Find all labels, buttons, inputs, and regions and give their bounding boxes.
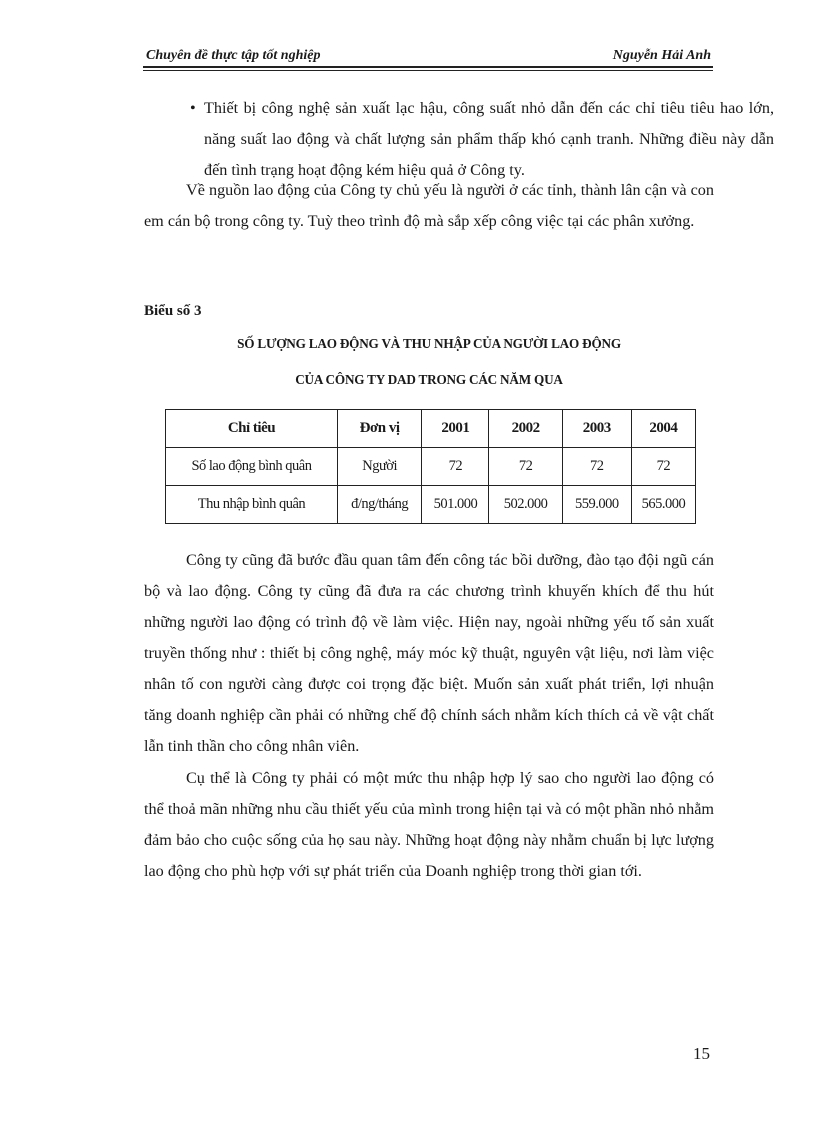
header-rule-thin [143,70,713,71]
table-cell: 72 [422,448,489,486]
table-row [166,486,696,524]
header-cell: Chỉ tiêu [166,410,338,448]
header-cell: 2003 [562,410,631,448]
bullet-icon: • [190,99,196,117]
table-cell: 565.000 [631,486,695,524]
table-cell: Người [337,448,421,486]
table-cell: đ/ng/tháng [337,486,421,524]
paragraph-income-policy: Cụ thể là Công ty phải có một mức thu nhập hợp lý sao cho người lao động có thể thoả mãn những nhu cầu thiết yếu của mình trong hiện tại và có một phần nhỏ nhằm đảm bảo cho cuộc sống của họ sau này. Những hoạt động này nhằm chuẩn bị lực lượng lao động cho phù hợp với sự phát triển của Doanh nghiệp trong thời gian tới. [144,769,714,880]
page-number: 15 [693,1044,710,1063]
labor-income-table [165,409,696,524]
bullet-paragraph [144,93,774,186]
header-rule-thick [143,66,713,68]
table-row [166,448,696,486]
paragraph-labor-source: Về nguồn lao động của Công ty chủ yếu là người ở các tỉnh, thành lân cận và con em cán bộ trong công ty. Tuỳ theo trình độ mà sắp xếp công việc tại các phân xưởng. [144,181,714,230]
table-header-row [166,410,696,448]
table-title-line-1: SỐ LƯỢNG LAO ĐỘNG VÀ THU NHẬP CỦA NGƯỜI LAO ĐỘNG [237,336,621,351]
header-cell: 2001 [422,410,489,448]
bullet-text: Thiết bị công nghệ sản xuất lạc hậu, công suất nhỏ dẫn đến các chỉ tiêu tiêu hao lớn, năng suất lao động và chất lượng sản phẩm thấp khó cạnh tranh. Những điều này dẫn đến tình trạng hoạt động kém hiệu quả ở Công ty. [204,99,774,179]
header-cell: 2004 [631,410,695,448]
table-cell: 72 [489,448,562,486]
table-cell: 502.000 [489,486,562,524]
header-cell: 2002 [489,410,562,448]
header-author: Nguyễn Hải Anh [612,48,711,63]
table-cell: Số lao động bình quân [166,448,338,486]
header-cell: Đơn vị [337,410,421,448]
table-cell: 501.000 [422,486,489,524]
table-cell: 72 [631,448,695,486]
table-cell: 72 [562,448,631,486]
table-label: Biểu số 3 [144,303,202,319]
table-cell: Thu nhập bình quân [166,486,338,524]
page-header [143,44,713,66]
table-cell: 559.000 [562,486,631,524]
table-title-line-2: CỦA CÔNG TY DAD TRONG CÁC NĂM QUA [295,372,563,387]
header-title: Chuyên đề thực tập tốt nghiệp [146,48,321,63]
paragraph-training: Công ty cũng đã bước đầu quan tâm đến công tác bồi dưỡng, đào tạo đội ngũ cán bộ và lao động. Công ty cũng đã đưa ra các chương trình khuyến khích để thu hút những người lao động có trình độ về làm việc. Hiện nay, ngoài những yếu tố sản xuất truyền thống như : thiết bị công nghệ, máy móc kỹ thuật, nguyên vật liệu, nơi làm việc nhân tố con người càng được coi trọng đặc biệt. Muốn sản xuất phát triển, lợi nhuận tăng doanh nghiệp cần phải có những chế độ chính sách nhằm kích thích cả về vật chất lẫn tinh thần cho công nhân viên. [144,551,714,755]
